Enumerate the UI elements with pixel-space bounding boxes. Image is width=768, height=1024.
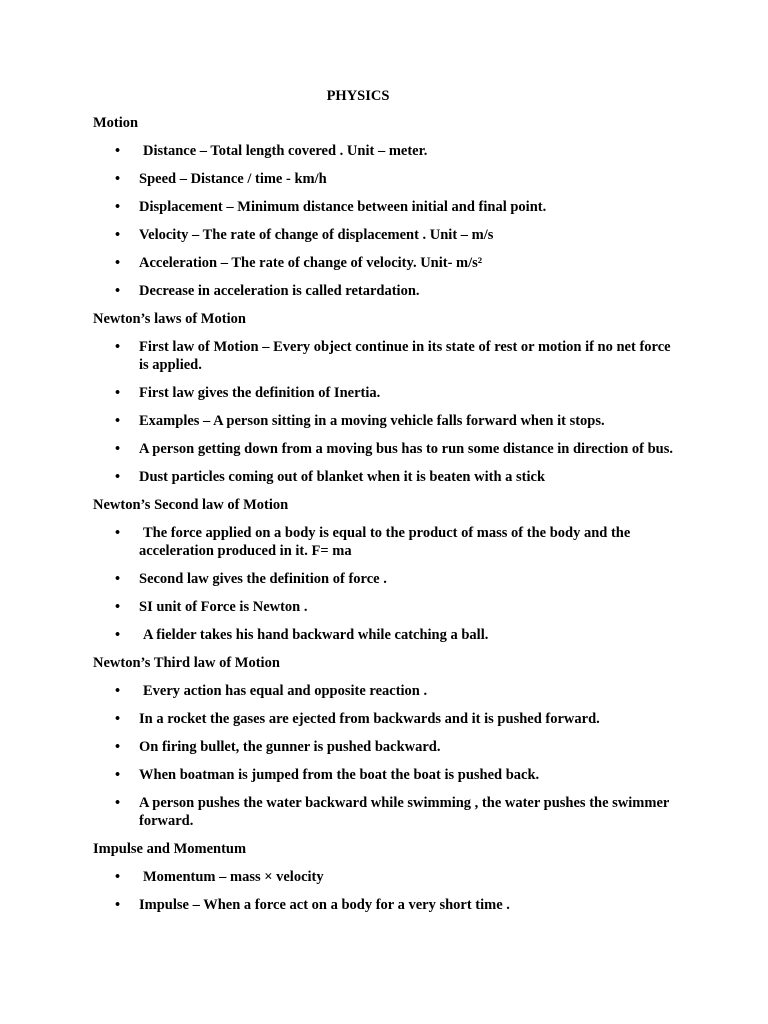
section-heading: Newton’s Third law of Motion [93, 655, 280, 671]
bullet-icon: • [115, 869, 121, 885]
list-item [93, 412, 683, 430]
list-item-text: In a rocket the gases are ejected from backwards and it is pushed forward. [139, 711, 600, 727]
list-item [93, 142, 683, 160]
bullet-icon: • [115, 385, 121, 401]
list-item-text: Every action has equal and opposite reaction . [143, 683, 428, 699]
list-item [93, 570, 683, 588]
list-item-text: A person getting down from a moving bus has to run some distance in direction of bus. [139, 441, 674, 457]
bullet-icon: • [115, 339, 121, 355]
list-item-text: Acceleration – The rate of change of velocity. Unit- m/s² [139, 255, 483, 271]
bullet-icon: • [115, 627, 121, 643]
bullet-list [93, 142, 683, 300]
list-item-text: When boatman is jumped from the boat the boat is pushed back. [139, 767, 540, 783]
bullet-list [93, 338, 683, 486]
list-item [93, 682, 683, 700]
list-item [93, 170, 683, 188]
list-item [93, 598, 683, 616]
list-item [93, 896, 683, 914]
bullet-list [93, 868, 683, 914]
bullet-icon: • [115, 143, 121, 159]
bullet-icon: • [115, 171, 121, 187]
bullet-icon: • [115, 739, 121, 755]
list-item-text: First law gives the definition of Inertia. [139, 385, 381, 401]
list-item-text: Impulse – When a force act on a body for a very short time . [139, 897, 510, 913]
bullet-icon: • [115, 469, 121, 485]
list-item-text: A fielder takes his hand backward while catching a ball. [143, 627, 489, 643]
document-body [93, 114, 683, 924]
list-item [93, 524, 683, 560]
list-item [93, 440, 683, 458]
bullet-icon: • [115, 283, 121, 299]
list-item [93, 384, 683, 402]
list-item-text: A person pushes the water backward while swimming , the water pushes the swimmer forward. [139, 795, 670, 829]
list-item-text: Examples – A person sitting in a moving vehicle falls forward when it stops. [139, 413, 605, 429]
bullet-icon: • [115, 255, 121, 271]
bullet-icon: • [115, 599, 121, 615]
bullet-icon: • [115, 525, 121, 541]
list-item-text: Momentum – mass × velocity [143, 869, 324, 885]
bullet-icon: • [115, 683, 121, 699]
list-item [93, 710, 683, 728]
bullet-icon: • [115, 711, 121, 727]
bullet-list [93, 524, 683, 644]
list-item-text: Second law gives the definition of force . [139, 571, 387, 587]
bullet-icon: • [115, 441, 121, 457]
list-item-text: SI unit of Force is Newton . [139, 599, 308, 615]
bullet-icon: • [115, 227, 121, 243]
list-item-text: First law of Motion – Every object continue in its state of rest or motion if no net force is applied. [139, 339, 671, 373]
bullet-icon: • [115, 413, 121, 429]
bullet-list [93, 682, 683, 830]
list-item [93, 338, 683, 374]
list-item-text: Decrease in acceleration is called retardation. [139, 283, 420, 299]
bullet-icon: • [115, 767, 121, 783]
bullet-icon: • [115, 571, 121, 587]
bullet-icon: • [115, 897, 121, 913]
list-item [93, 766, 683, 784]
section-heading: Newton’s Second law of Motion [93, 497, 289, 513]
list-item [93, 226, 683, 244]
list-item [93, 868, 683, 886]
list-item [93, 626, 683, 644]
list-item-text: On firing bullet, the gunner is pushed backward. [139, 739, 441, 755]
list-item [93, 738, 683, 756]
section-heading: Impulse and Momentum [93, 841, 247, 857]
list-item-text: The force applied on a body is equal to the product of mass of the body and the acceleration produced in it. F= ma [139, 525, 631, 559]
section-heading: Newton’s laws of Motion [93, 311, 246, 327]
bullet-icon: • [115, 199, 121, 215]
list-item-text: Distance – Total length covered . Unit – meter. [143, 143, 428, 159]
list-item [93, 282, 683, 300]
section-heading: Motion [93, 115, 139, 131]
list-item-text: Dust particles coming out of blanket when it is beaten with a stick [139, 469, 546, 485]
list-item [93, 468, 683, 486]
list-item [93, 198, 683, 216]
list-item [93, 254, 683, 272]
list-item [93, 794, 683, 830]
list-item-text: Velocity – The rate of change of displacement . Unit – m/s [139, 227, 494, 243]
page-title: PHYSICS [326, 88, 390, 104]
list-item-text: Speed – Distance / time - km/h [139, 171, 327, 187]
list-item-text: Displacement – Minimum distance between initial and final point. [139, 199, 547, 215]
bullet-icon: • [115, 795, 121, 811]
